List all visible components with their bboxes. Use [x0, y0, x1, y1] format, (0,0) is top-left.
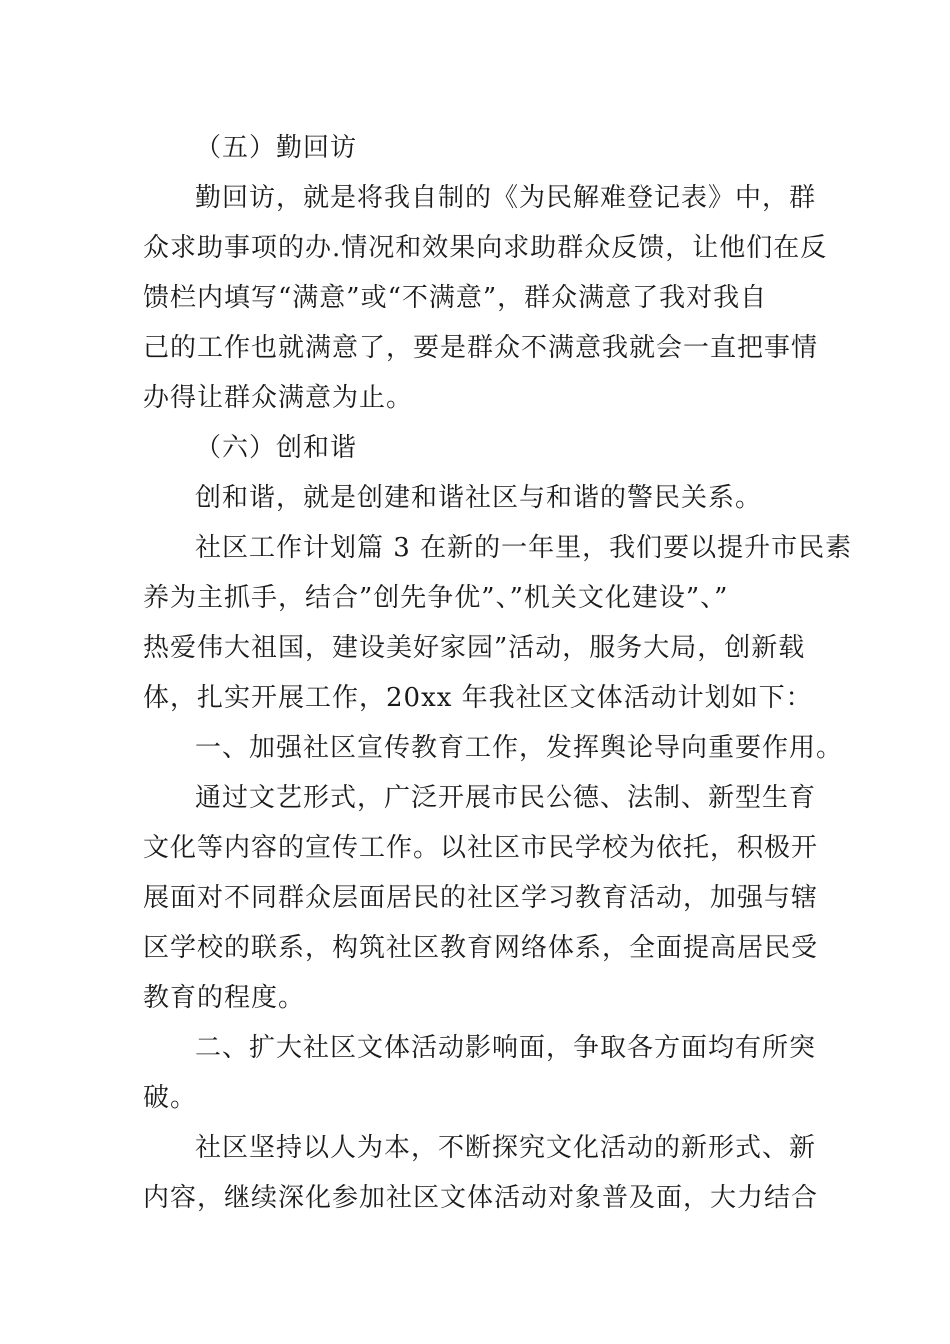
- paragraph-line: 二、扩大社区文体活动影响面，争取各方面均有所突: [195, 1033, 817, 1063]
- paragraph-line: 区学校的联系，构筑社区教育网络体系，全面提高居民受: [143, 933, 819, 963]
- paragraph-line: 己的工作也就满意了，要是群众不满意我就会一直把事情: [143, 333, 819, 363]
- paragraph-line: 创和谐，就是创建和谐社区与和谐的警民关系。: [195, 483, 763, 513]
- paragraph-line: 文化等内容的宣传工作。以社区市民学校为依托，积极开: [143, 833, 819, 863]
- paragraph-line: 一、加强社区宣传教育工作，发挥舆论导向重要作用。: [195, 733, 844, 763]
- paragraph-line: 办得让群众满意为止。: [143, 383, 414, 413]
- paragraph-line: 社区坚持以人为本，不断探究文化活动的新形式、新: [195, 1133, 817, 1163]
- heading-6: （六）创和谐: [195, 433, 358, 463]
- paragraph-line: 体，扎实开展工作，20xx 年我社区文体活动计划如下：: [143, 683, 813, 713]
- paragraph-line: 馈栏内填写“满意”或“不满意”，群众满意了我对我自: [143, 283, 768, 313]
- paragraph-line: 养为主抓手，结合”创先争优”、”机关文化建设”、”: [143, 583, 729, 613]
- paragraph-line: 社区工作计划篇 3 在新的一年里，我们要以提升市民素: [195, 533, 853, 563]
- paragraph-line: 内容，继续深化参加社区文体活动对象普及面，大力结合: [143, 1183, 819, 1213]
- paragraph-line: 教育的程度。: [143, 983, 306, 1013]
- paragraph-line: 热爱伟大祖国，建设美好家园”活动，服务大局，创新载: [143, 633, 806, 663]
- paragraph-line: 展面对不同群众层面居民的社区学习教育活动，加强与辖: [143, 883, 819, 913]
- heading-5: （五）勤回访: [195, 133, 358, 163]
- paragraph-line: 勤回访，就是将我自制的《为民解难登记表》中，群: [195, 183, 817, 213]
- paragraph-line: 破。: [143, 1083, 198, 1113]
- paragraph-line: 通过文艺形式，广泛开展市民公德、法制、新型生育: [195, 783, 817, 813]
- paragraph-line: 众求助事项的办.情况和效果向求助群众反馈，让他们在反: [143, 233, 828, 263]
